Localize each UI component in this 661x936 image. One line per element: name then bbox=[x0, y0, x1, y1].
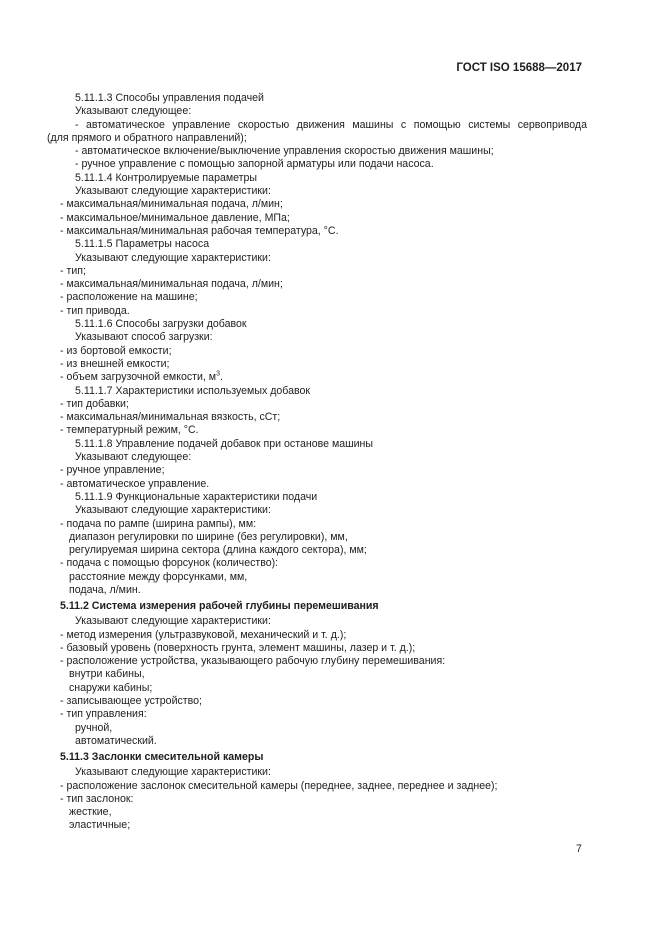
list-item bbox=[0, 531, 661, 544]
line-text: - автоматическое включение/выключение управления скоростью движения машины; bbox=[75, 145, 494, 158]
list-item bbox=[0, 682, 661, 695]
line-text: - тип; bbox=[60, 264, 86, 277]
list-item bbox=[0, 158, 661, 171]
line-text: Указывают следующие характеристики: bbox=[75, 766, 271, 779]
list-item bbox=[0, 793, 661, 806]
list-item bbox=[0, 464, 661, 477]
clause-heading bbox=[0, 172, 661, 185]
clause-heading bbox=[0, 748, 661, 764]
line-text: - тип привода. bbox=[60, 304, 130, 317]
list-item bbox=[0, 478, 661, 491]
line-text: Указывают следующее: bbox=[75, 451, 192, 464]
line-text: - из внешней емкости; bbox=[60, 357, 170, 370]
line-text: внутри кабины, bbox=[69, 668, 145, 681]
list-item bbox=[0, 819, 661, 832]
line-text: (для прямого и обратного направлений); bbox=[47, 131, 247, 144]
list-item bbox=[0, 265, 661, 278]
list-item bbox=[0, 225, 661, 238]
document-body bbox=[0, 92, 661, 833]
list-item bbox=[0, 722, 661, 735]
line-text: - максимальная/минимальная вязкость, сСт; bbox=[60, 411, 281, 424]
line-text: эластичные; bbox=[69, 819, 131, 832]
line-text: расстояние между форсунками, мм, bbox=[69, 570, 248, 583]
list-item bbox=[0, 119, 587, 132]
clause-heading bbox=[0, 597, 661, 613]
intro-text bbox=[0, 331, 661, 344]
list-item bbox=[0, 145, 661, 158]
list-item bbox=[0, 544, 661, 557]
list-item bbox=[0, 398, 661, 411]
intro-text bbox=[0, 451, 661, 464]
list-item bbox=[0, 806, 661, 819]
line-text: диапазон регулировки по ширине (без регулировки), мм, bbox=[69, 530, 348, 543]
list-item bbox=[0, 571, 661, 584]
superscript: 3 bbox=[216, 370, 220, 378]
line-text: регулируемая ширина сектора (длина каждого сектора), мм; bbox=[69, 544, 367, 557]
list-item bbox=[0, 278, 661, 291]
clause-heading bbox=[0, 238, 661, 251]
line-text: - тип заслонок: bbox=[60, 792, 134, 805]
list-item bbox=[0, 345, 661, 358]
line-text: 5.11.2 Система измерения рабочей глубины перемешивания bbox=[60, 600, 379, 613]
line-text: - тип добавки; bbox=[60, 397, 129, 410]
list-item bbox=[0, 668, 661, 681]
intro-text bbox=[0, 252, 661, 265]
intro-text bbox=[0, 185, 661, 198]
line-text: 5.11.1.4 Контролируемые параметры bbox=[75, 171, 258, 184]
line-text: - ручное управление; bbox=[60, 464, 165, 477]
list-item bbox=[0, 642, 661, 655]
line-text: - базовый уровень (поверхность грунта, элемент машины, лазер и т. д.); bbox=[60, 641, 416, 654]
list-item bbox=[0, 371, 661, 384]
list-item bbox=[0, 735, 661, 748]
clause-heading bbox=[0, 491, 661, 504]
line-text: снаружи кабины; bbox=[69, 681, 153, 694]
line-text: Указывают следующие характеристики: bbox=[75, 251, 271, 264]
line-text: 5.11.1.5 Параметры насоса bbox=[75, 238, 210, 251]
line-text: 5.11.1.3 Способы управления подачей bbox=[75, 92, 264, 104]
line-text: - ручное управление с помощью запорной арматуры или подачи насоса. bbox=[75, 158, 434, 171]
line-text: - расположение на машине; bbox=[60, 291, 198, 304]
page-number: 7 bbox=[576, 843, 582, 855]
line-text: ручной, bbox=[75, 721, 113, 734]
line-text: - объем загрузочной емкости, м bbox=[60, 371, 217, 384]
line-tail: . bbox=[219, 371, 223, 384]
line-text: Указывают следующее: bbox=[75, 105, 192, 118]
line-text: - максимальная/минимальная рабочая температура, °C. bbox=[60, 224, 339, 237]
line-text: - подача с помощью форсунок (количество): bbox=[60, 557, 279, 570]
line-text: - максимальная/минимальная подача, л/мин; bbox=[60, 198, 283, 211]
intro-text bbox=[0, 105, 661, 118]
clause-heading bbox=[0, 438, 661, 451]
line-text: - температурный режим, °C. bbox=[60, 424, 199, 437]
list-item bbox=[0, 291, 661, 304]
list-item bbox=[0, 358, 661, 371]
line-text: 5.11.3 Заслонки смесительной камеры bbox=[60, 751, 264, 764]
line-text: Указывают следующие характеристики: bbox=[75, 504, 271, 517]
line-text: 5.11.1.6 Способы загрузки добавок bbox=[75, 318, 247, 331]
list-item bbox=[0, 655, 661, 668]
line-text: - из бортовой емкости; bbox=[60, 344, 172, 357]
line-text: - расположение устройства, указывающего рабочую глубину перемешивания: bbox=[60, 655, 446, 668]
list-item bbox=[0, 708, 661, 721]
intro-text bbox=[0, 766, 661, 779]
clause-heading bbox=[0, 385, 661, 398]
line-text: Указывают следующие характеристики: bbox=[75, 185, 271, 198]
list-item bbox=[0, 132, 661, 145]
line-text: - расположение заслонок смесительной камеры (переднее, заднее, переднее и заднее); bbox=[60, 779, 498, 792]
clause-heading bbox=[0, 92, 661, 105]
line-text: - подача по рампе (ширина рампы), мм: bbox=[60, 517, 257, 530]
line-text: автоматический. bbox=[75, 734, 157, 747]
list-item bbox=[0, 518, 661, 531]
line-text: - записывающее устройство; bbox=[60, 695, 202, 708]
list-item bbox=[0, 584, 661, 597]
line-text: подача, л/мин. bbox=[69, 583, 141, 596]
line-text: - тип управления: bbox=[60, 708, 147, 721]
list-item bbox=[0, 424, 661, 437]
line-text: 5.11.1.9 Функциональные характеристики подачи bbox=[75, 490, 318, 503]
list-item bbox=[0, 198, 661, 211]
clause-heading bbox=[0, 318, 661, 331]
list-item bbox=[0, 557, 661, 570]
line-text: - автоматическое управление скоростью движения машины с помощью системы сервопривода bbox=[75, 118, 587, 131]
line-text: 5.11.1.7 Характеристики используемых добавок bbox=[75, 384, 311, 397]
list-item bbox=[0, 411, 661, 424]
intro-text bbox=[0, 504, 661, 517]
line-text: жесткие, bbox=[69, 806, 112, 819]
line-text: Указывают следующие характеристики: bbox=[75, 615, 271, 628]
line-text: - автоматическое управление. bbox=[60, 477, 210, 490]
line-text: - максимальная/минимальная подача, л/мин; bbox=[60, 278, 283, 291]
line-text: 5.11.1.8 Управление подачей добавок при останове машины bbox=[75, 437, 373, 450]
standard-header: ГОСТ ISO 15688—2017 bbox=[456, 62, 582, 74]
line-text: - максимальное/минимальное давление, МПа; bbox=[60, 211, 290, 224]
list-item bbox=[0, 695, 661, 708]
list-item bbox=[0, 212, 661, 225]
line-text: Указывают способ загрузки: bbox=[75, 331, 213, 344]
list-item bbox=[0, 629, 661, 642]
list-item bbox=[0, 780, 661, 793]
line-text: - метод измерения (ультразвуковой, механический и т. д.); bbox=[60, 628, 347, 641]
intro-text bbox=[0, 615, 661, 628]
list-item bbox=[0, 305, 661, 318]
